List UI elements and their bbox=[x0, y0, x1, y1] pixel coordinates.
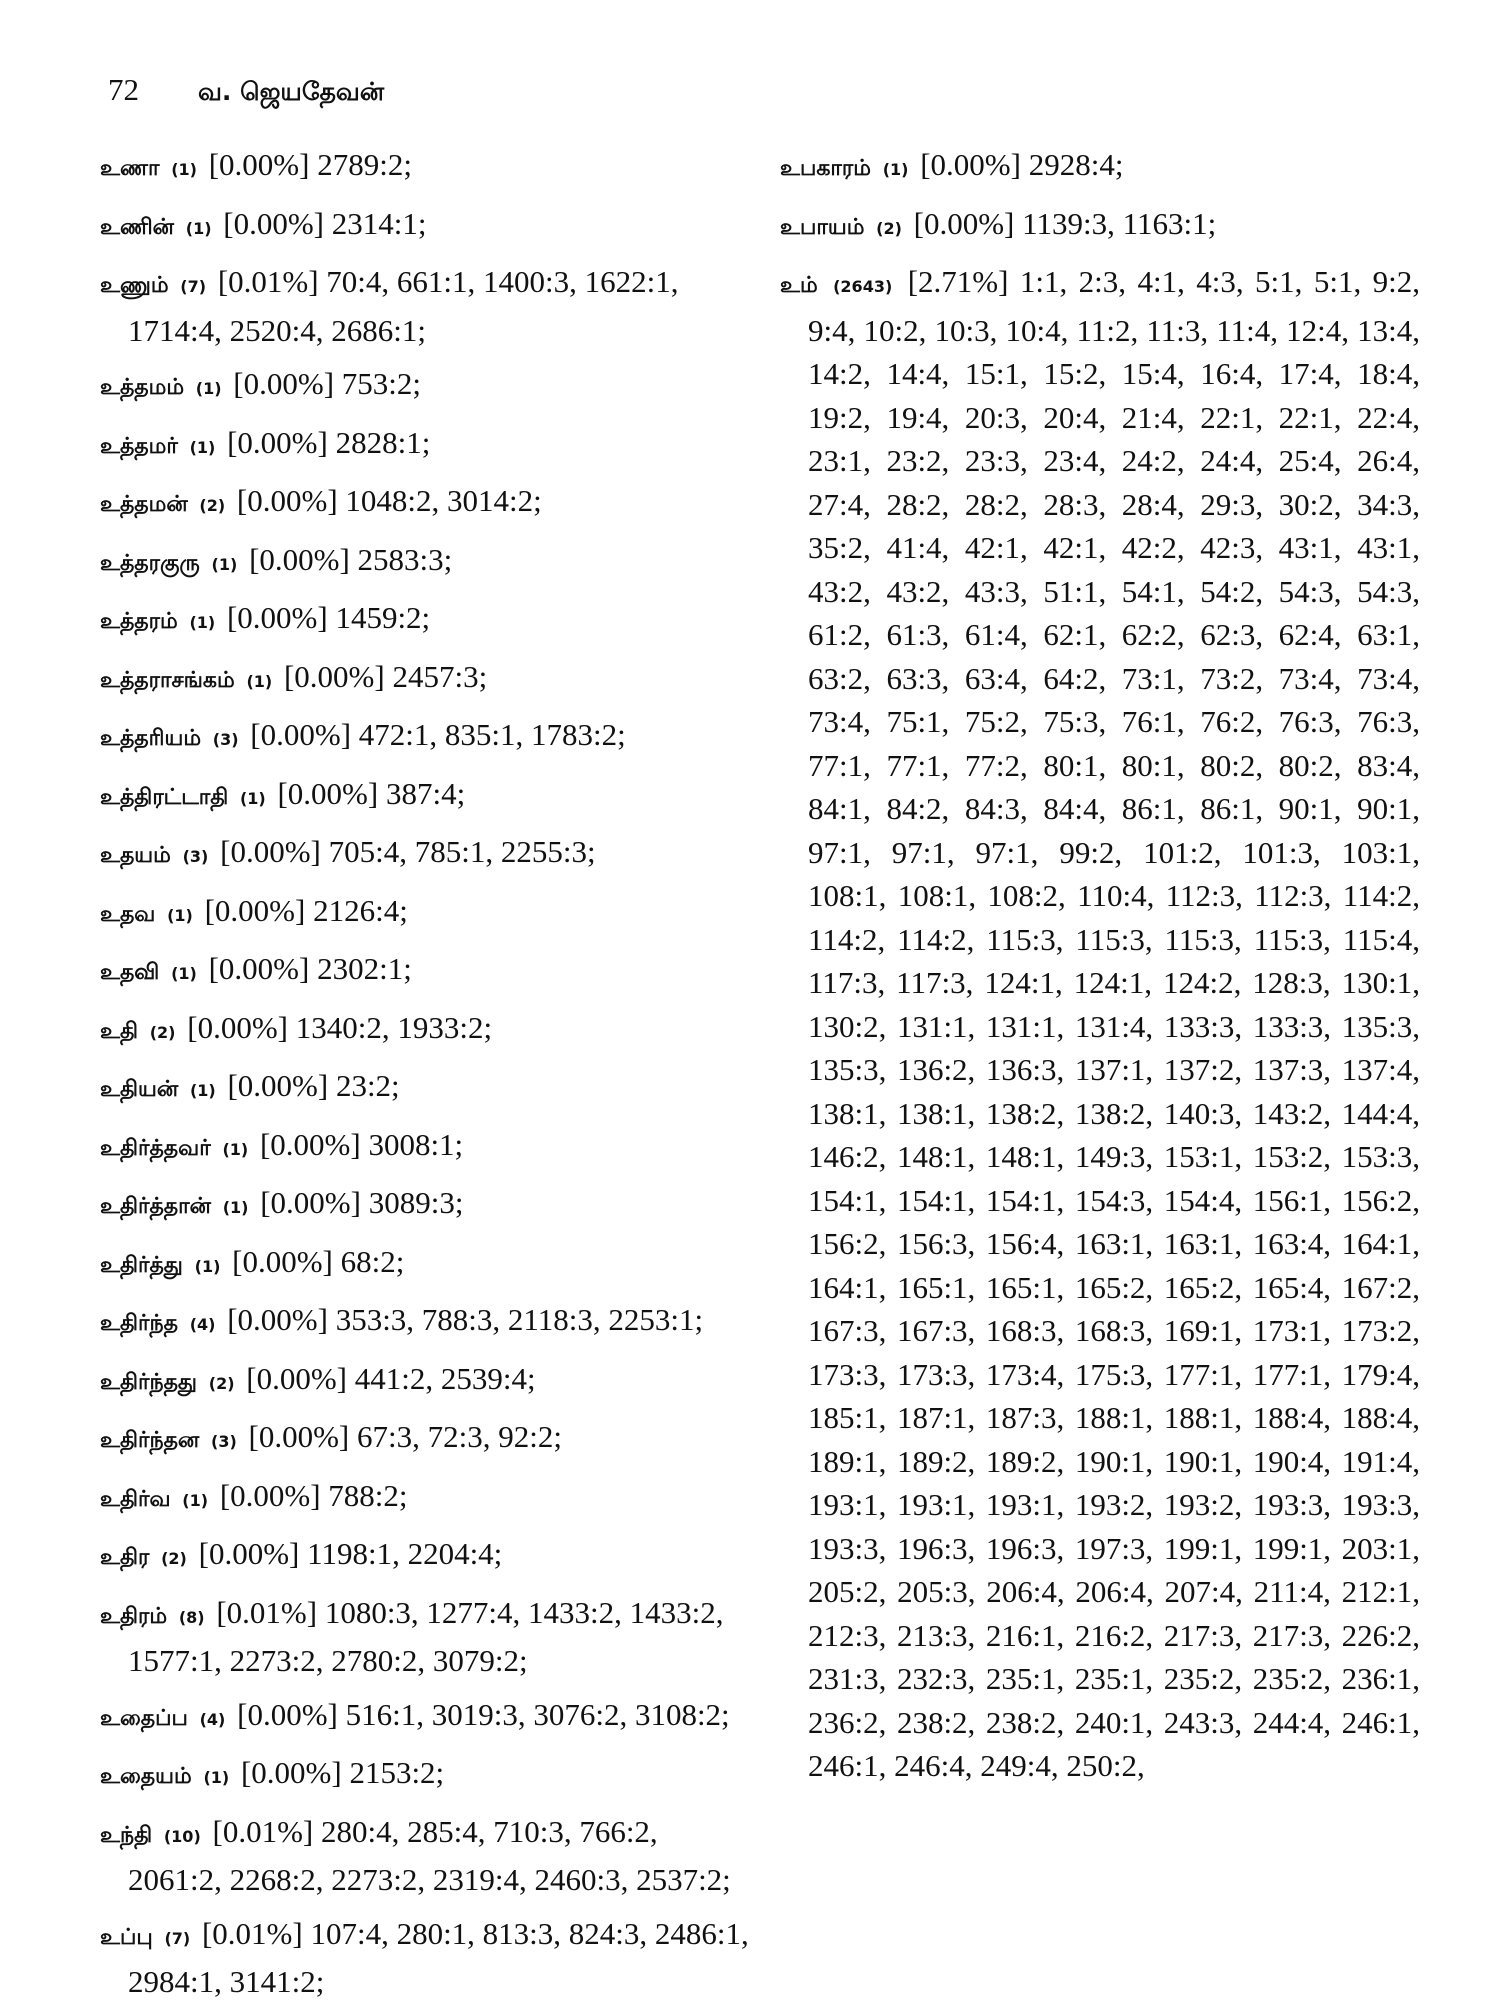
headword: உதி bbox=[100, 1018, 138, 1044]
reference-list: 1459:2; bbox=[335, 600, 431, 635]
occurrence-count: (2) bbox=[199, 496, 226, 515]
reference-list: 3008:1; bbox=[368, 1126, 464, 1162]
frequency-percent: [0.00%] bbox=[240, 1755, 342, 1790]
frequency-percent: [0.00%] bbox=[232, 1243, 333, 1279]
headword: உதயம் bbox=[100, 843, 171, 868]
index-entry bbox=[100, 1591, 750, 1683]
frequency-percent: [0.00%] bbox=[220, 834, 321, 869]
index-entry bbox=[100, 655, 750, 704]
reference-list: 68:2; bbox=[340, 1243, 405, 1279]
reference-list: 2928:4; bbox=[1028, 147, 1124, 182]
frequency-percent: [0.00%] bbox=[219, 1477, 321, 1513]
reference-list: 387:4; bbox=[385, 775, 466, 811]
reference-list: 516:1, 3019:3, 3076:2, 3108:2; bbox=[345, 1696, 730, 1732]
frequency-percent: [0.00%] bbox=[248, 1419, 350, 1454]
index-entry bbox=[100, 1810, 750, 1902]
reference-list: 2457:3; bbox=[392, 658, 488, 694]
frequency-percent: [0.01%] bbox=[217, 264, 319, 299]
index-entry bbox=[780, 143, 1420, 192]
index-entry bbox=[100, 1357, 750, 1406]
frequency-percent: [0.01%] bbox=[216, 1594, 318, 1630]
occurrence-count: (1) bbox=[194, 1256, 221, 1276]
index-entry bbox=[100, 362, 750, 411]
headword: உத்தரம் bbox=[100, 609, 178, 634]
reference-list: 70:4, 661:1, 1400:3, 1622:1, 1714:4, 2520:4, 2686:1; bbox=[128, 264, 679, 348]
index-entry bbox=[100, 1474, 750, 1523]
frequency-percent: [0.00%] bbox=[249, 541, 350, 577]
reference-list: 1139:3, 1163:1; bbox=[1022, 205, 1217, 241]
occurrence-count: (1) bbox=[167, 905, 193, 925]
reference-list: 67:3, 72:3, 92:2; bbox=[357, 1419, 562, 1454]
headword: உதையம் bbox=[100, 1764, 192, 1789]
index-entry bbox=[100, 1064, 750, 1113]
reference-list: 2828:1; bbox=[335, 424, 431, 460]
headword: உதவி bbox=[100, 960, 160, 985]
reference-list: 280:4, 285:4, 710:3, 766:2, 2061:2, 2268:2, 2273:2, 2319:4, 2460:3, 2537:2; bbox=[128, 1813, 731, 1897]
occurrence-count: (2) bbox=[161, 1549, 187, 1568]
headword: உதவ bbox=[100, 901, 156, 927]
occurrence-count: (2643) bbox=[833, 277, 893, 296]
headword: உப்பு bbox=[100, 1924, 153, 1950]
frequency-percent: [2.71%] bbox=[907, 264, 1009, 299]
index-entry bbox=[100, 830, 750, 879]
frequency-percent: [0.01%] bbox=[212, 1813, 314, 1849]
occurrence-count: (4) bbox=[189, 1315, 216, 1334]
index-entry bbox=[780, 202, 1420, 251]
reference-list: 472:1, 835:1, 1783:2; bbox=[358, 717, 626, 752]
frequency-percent: [0.01%] bbox=[201, 1915, 303, 1951]
headword: உத்திரட்டாதி bbox=[100, 784, 229, 810]
frequency-percent: [0.00%] bbox=[204, 892, 306, 928]
index-entry bbox=[100, 143, 750, 192]
occurrence-count: (1) bbox=[189, 1081, 216, 1100]
index-entry bbox=[100, 596, 750, 645]
reference-list: 2153:2; bbox=[349, 1755, 445, 1790]
frequency-percent: [0.00%] bbox=[913, 205, 1015, 241]
headword: உதிர்த்தான் bbox=[100, 1194, 211, 1219]
headword: உணும் bbox=[100, 273, 169, 298]
occurrence-count: (3) bbox=[211, 1432, 237, 1451]
headword: உதியன் bbox=[100, 1077, 179, 1102]
index-entry bbox=[100, 538, 750, 587]
headword: உத்தரியம் bbox=[100, 726, 202, 751]
occurrence-count: (1) bbox=[222, 1139, 249, 1159]
frequency-percent: [0.00%] bbox=[236, 483, 338, 518]
occurrence-count: (1) bbox=[882, 160, 909, 179]
frequency-percent: [0.00%] bbox=[277, 775, 379, 811]
headword: உத்தமர் bbox=[100, 433, 178, 459]
occurrence-count: (1) bbox=[189, 613, 216, 632]
index-entry bbox=[100, 421, 750, 470]
occurrence-count: (10) bbox=[163, 1826, 201, 1846]
occurrence-count: (1) bbox=[185, 218, 212, 238]
reference-list: 107:4, 280:1, 813:3, 824:3, 2486:1, 2984:1, 3141:2; bbox=[128, 1915, 749, 1999]
frequency-percent: [0.00%] bbox=[198, 1536, 300, 1571]
index-entry bbox=[100, 947, 750, 996]
index-entry bbox=[100, 889, 750, 938]
reference-list: 705:4, 785:1, 2255:3; bbox=[328, 834, 596, 869]
frequency-percent: [0.00%] bbox=[226, 600, 328, 635]
index-entry bbox=[100, 1693, 750, 1742]
occurrence-count: (2) bbox=[876, 218, 902, 238]
reference-list: 753:2; bbox=[341, 366, 422, 401]
index-entry bbox=[100, 1415, 750, 1464]
occurrence-count: (4) bbox=[199, 1709, 226, 1729]
left-column bbox=[100, 143, 750, 2014]
index-entry bbox=[100, 1532, 750, 1581]
reference-list: 2314:1; bbox=[331, 205, 427, 241]
frequency-percent: [0.00%] bbox=[223, 205, 325, 241]
index-entry bbox=[100, 260, 750, 352]
index-entry bbox=[100, 1912, 750, 2004]
running-title: வ. ஜெயதேவன் bbox=[198, 77, 385, 106]
frequency-percent: [0.00%] bbox=[260, 1185, 361, 1220]
index-entry bbox=[100, 1240, 750, 1289]
headword: உதிர்ந்த bbox=[100, 1311, 178, 1336]
index-entry bbox=[100, 1123, 750, 1172]
reference-list: 2302:1; bbox=[317, 951, 412, 986]
occurrence-count: (8) bbox=[178, 1607, 205, 1627]
headword: உதிர்த்து bbox=[100, 1252, 183, 1278]
occurrence-count: (3) bbox=[182, 847, 209, 866]
occurrence-count: (2) bbox=[208, 1373, 235, 1393]
headword: உத்தரகுரு bbox=[100, 550, 200, 576]
occurrence-count: (1) bbox=[211, 554, 238, 574]
headword: உத்தராசங்கம் bbox=[100, 667, 235, 693]
index-entry bbox=[100, 713, 750, 762]
right-column bbox=[780, 143, 1420, 1798]
index-entry bbox=[100, 202, 750, 251]
occurrence-count: (1) bbox=[222, 1198, 249, 1217]
occurrence-count: (2) bbox=[149, 1022, 176, 1042]
index-entry bbox=[100, 1181, 750, 1230]
headword: உம் bbox=[780, 273, 818, 298]
headword: உந்தி bbox=[100, 1822, 153, 1848]
reference-list: 2789:2; bbox=[317, 147, 412, 182]
occurrence-count: (1) bbox=[182, 1490, 209, 1510]
index-entry bbox=[100, 1298, 750, 1347]
frequency-percent: [0.00%] bbox=[237, 1696, 338, 1732]
reference-list: 1340:2, 1933:2; bbox=[295, 1009, 493, 1045]
headword: உத்தமன் bbox=[100, 492, 188, 517]
occurrence-count: (1) bbox=[246, 671, 273, 691]
occurrence-count: (3) bbox=[212, 730, 239, 749]
reference-list: 1198:1, 2204:4; bbox=[307, 1536, 503, 1571]
frequency-percent: [0.00%] bbox=[227, 1302, 328, 1337]
headword: உதிரம் bbox=[100, 1603, 168, 1629]
reference-list: 788:2; bbox=[328, 1477, 408, 1513]
index-entry bbox=[100, 772, 750, 821]
occurrence-count: (7) bbox=[180, 277, 207, 296]
index-entry bbox=[100, 1006, 750, 1055]
reference-list: 441:2, 2539:4; bbox=[354, 1360, 536, 1396]
occurrence-count: (1) bbox=[195, 379, 222, 398]
frequency-percent: [0.00%] bbox=[233, 366, 335, 401]
frequency-percent: [0.00%] bbox=[227, 424, 328, 460]
frequency-percent: [0.00%] bbox=[250, 717, 352, 752]
index-entry bbox=[780, 260, 1420, 1788]
occurrence-count: (7) bbox=[164, 1928, 191, 1948]
headword: உதிர்வ bbox=[100, 1486, 171, 1512]
reference-list: 23:2; bbox=[335, 1068, 400, 1103]
page-number: 72 bbox=[108, 72, 139, 107]
frequency-percent: [0.00%] bbox=[259, 1126, 361, 1162]
reference-list: 3089:3; bbox=[368, 1185, 464, 1220]
headword: உபகாரம் bbox=[780, 156, 871, 181]
headword: உணின் bbox=[100, 214, 175, 240]
frequency-percent: [0.00%] bbox=[246, 1360, 348, 1396]
reference-list: 1048:2, 3014:2; bbox=[345, 483, 542, 518]
occurrence-count: (1) bbox=[203, 1768, 230, 1787]
frequency-percent: [0.00%] bbox=[187, 1009, 288, 1045]
reference-list: 2583:3; bbox=[357, 541, 453, 577]
frequency-percent: [0.00%] bbox=[283, 658, 385, 694]
frequency-percent: [0.00%] bbox=[208, 147, 310, 182]
reference-list: 1080:3, 1277:4, 1433:2, 1433:2, 1577:1, 2273:2, 2780:2, 3079:2; bbox=[128, 1594, 724, 1678]
headword: உத்தமம் bbox=[100, 375, 185, 400]
headword: உதிர bbox=[100, 1545, 150, 1570]
headword: உதிர்த்தவர் bbox=[100, 1135, 211, 1161]
occurrence-count: (1) bbox=[239, 788, 266, 808]
headword: உதைப்ப bbox=[100, 1705, 188, 1731]
reference-list: 1:1, 2:3, 4:1, 4:3, 5:1, 5:1, 9:2, 9:4, 10:2, 10:3, 10:4, 11:2, 11:3, 11:4, 12:4, 13:4, 14:2, 14:4, 15:1, 15:2, 15:4, 16:4, 17:4, 18:4, 19:2, 19:4, 20:3, 20:4, 21:4, 22:1, 22:1, 22:4, 23:1, 23:2, 23:3, 23:4, 24:2, 24:4, 25:4, 26:4, 27:4, 28:2, 28:2, 28:3, 28:4, 29:3, 30:2, 34:3, 35:2, 41:4, 42:1, 42:1, 42:2, 42:3, 43:1, 43:1, 43:2, 43:2, 43:3, 51:1, 54:1, 54:2, 54:3, 54:3, 61:2, 61:3, 61:4, 62:1, 62:2, 62:3, 62:4, 63:1, 63:2, 63:3, 63:4, 64:2, 73:1, 73:2, 73:4, 73:4, 73:4, 75:1, 75:2, 75:3, 76:1, 76:2, 76:3, 76:3, 77:1, 77:1, 77:2, 80:1, 80:1, 80:2, 80:2, 83:4, 84:1, 84:2, 84:3, 84:4, 86:1, 86:1, 90:1, 90:1, 97:1, 97:1, 97:1, 99:2, 101:2, 101:3, 103:1, 108:1, 108:1, 108:2, 110:4, 112:3, 112:3, 114:2, 114:2, 114:2, 115:3, 115:3, 115:3, 115:3, 115:4, 117:3, 117:3, 124:1, 124:1, 124:2, 128:3, 130:1, 130:2, 131:1, 131:1, 131:4, 133:3, 133:3, 135:3, 135:3, 136:2, 136:3, 137:1, 137:2, 137:3, 137:4, 138:1, 138:1, 138:2, 138:2, 140:3, 143:2, 144:4, 146:2, 148:1, 148:1, 149:3, 153:1, 153:2, 153:3, 154:1, 154:1, 154:1, 154:3, 154:4, 156:1, 156:2, 156:2, 156:3, 156:4, 163:1, 163:1, 163:4, 164:1, 164:1, 165:1, 165:1, 165:2, 165:2, 165:4, 167:2, 167:3, 167:3, 168:3, 168:3, 169:1, 173:1, 173:2, 173:3, 173:3, 173:4, 175:3, 177:1, 177:1, 179:4, 185:1, 187:1, 187:3, 188:1, 188:1, 188:4, 188:4, 189:1, 189:2, 189:2, 190:1, 190:1, 190:4, 191:4, 193:1, 193:1, 193:1, 193:2, 193:2, 193:3, 193:3, 193:3, 196:3, 196:3, 197:3, 199:1, 199:1, 203:1, 205:2, 205:3, 206:4, 206:4, 207:4, 211:4, 212:1, 212:3, 213:3, 216:1, 216:2, 217:3, 217:3, 226:2, 231:3, 232:3, 235:1, 235:1, 235:2, 235:2, 236:1, 236:2, 238:2, 238:2, 240:1, 243:3, 244:4, 246:1, 246:1, 246:4, 249:4, 250:2, bbox=[808, 264, 1421, 1783]
reference-list: 2126:4; bbox=[313, 892, 408, 928]
occurrence-count: (1) bbox=[171, 964, 197, 983]
headword: உணா bbox=[100, 156, 160, 181]
index-entry bbox=[100, 1751, 750, 1800]
index-entry bbox=[100, 479, 750, 528]
headword: உதிர்ந்தன bbox=[100, 1428, 200, 1453]
occurrence-count: (1) bbox=[171, 160, 197, 179]
frequency-percent: [0.00%] bbox=[208, 951, 310, 986]
frequency-percent: [0.00%] bbox=[227, 1068, 329, 1103]
occurrence-count: (1) bbox=[189, 437, 216, 457]
frequency-percent: [0.00%] bbox=[920, 147, 1021, 182]
page-header bbox=[108, 72, 384, 110]
headword: உதிர்ந்தது bbox=[100, 1369, 198, 1395]
headword: உபாயம் bbox=[780, 214, 865, 240]
reference-list: 353:3, 788:3, 2118:3, 2253:1; bbox=[335, 1302, 704, 1337]
